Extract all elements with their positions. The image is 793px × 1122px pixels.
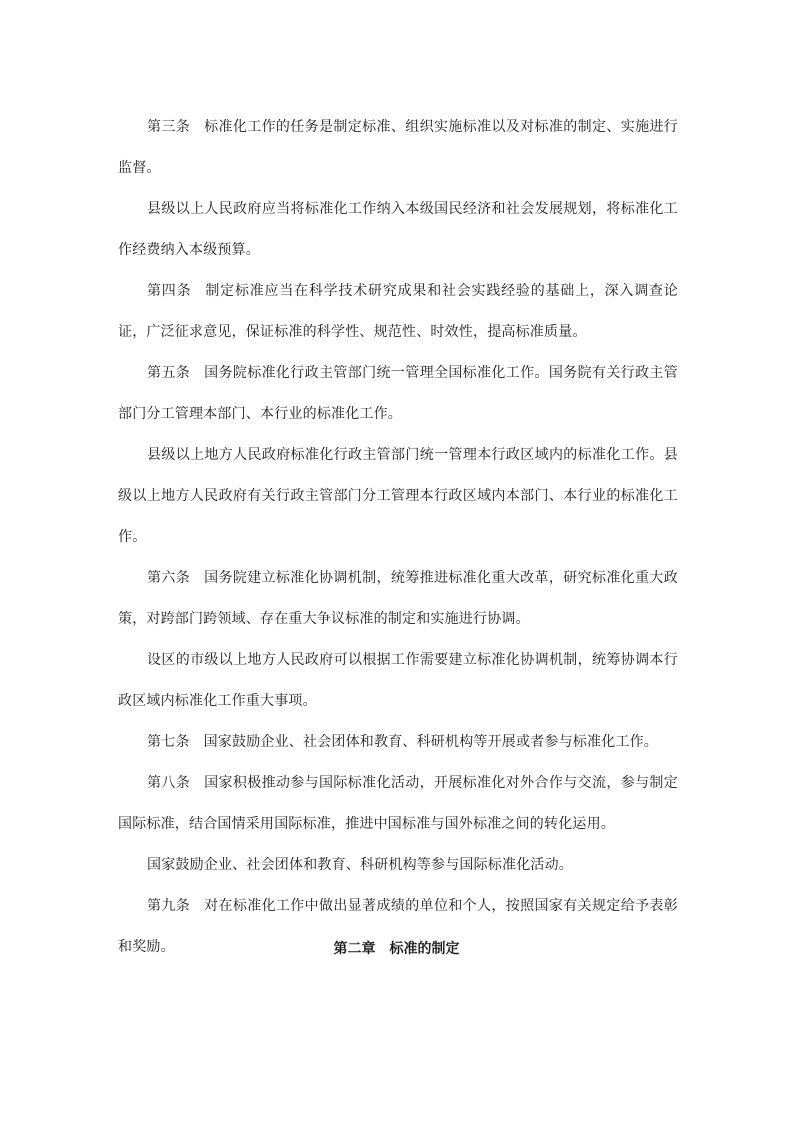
article-number: 第六条 [147, 570, 191, 586]
paragraph-text: 制定标准应当在科学技术研究成果和社会实践经验的基础上，深入调查论证，广泛征求意见，保证标准的科学性、规范性、时效性，提高标准质量。 [118, 283, 678, 340]
paragraph-article-7 [118, 722, 678, 763]
paragraph-article-5-clause-2 [118, 435, 678, 558]
article-number: 第八条 [147, 775, 191, 791]
paragraph-article-3-clause-2 [118, 189, 678, 271]
article-number: 第五条 [147, 365, 191, 381]
paragraph-text: 标准化工作的任务是制定标准、组织实施标准以及对标准的制定、实施进行监督。 [118, 119, 678, 176]
paragraph-text: 设区的市级以上地方人民政府可以根据工作需要建立标准化协调机制，统筹协调本行政区域内标准化工作重大事项。 [118, 652, 678, 709]
paragraph-article-8-clause-2 [118, 845, 678, 886]
article-number: 第三条 [147, 119, 191, 135]
paragraph-article-3 [118, 107, 678, 189]
paragraph-text: 国务院标准化行政主管部门统一管理全国标准化工作。国务院有关行政主管部门分工管理本部门、本行业的标准化工作。 [118, 365, 678, 422]
chapter-number: 第二章 [333, 941, 376, 957]
paragraph-text: 国家积极推动参与国际标准化活动，开展标准化对外合作与交流，参与制定国际标准，结合国情采用国际标准，推进中国标准与国外标准之间的转化运用。 [118, 775, 678, 832]
paragraph-article-5 [118, 353, 678, 435]
paragraph-article-4 [118, 271, 678, 353]
article-number: 第九条 [147, 898, 191, 914]
paragraph-article-6 [118, 558, 678, 640]
paragraph-text: 县级以上人民政府应当将标准化工作纳入本级国民经济和社会发展规划，将标准化工作经费纳入本级预算。 [118, 201, 678, 258]
document-body [118, 107, 678, 968]
chapter-title: 标准的制定 [389, 941, 460, 957]
article-number: 第七条 [147, 734, 190, 750]
paragraph-article-6-clause-2 [118, 640, 678, 722]
paragraph-article-8 [118, 763, 678, 845]
paragraph-text: 对在标准化工作中做出显著成绩的单位和个人，按照国家有关规定给予表彰和奖励。 [118, 898, 678, 955]
chapter-heading [0, 938, 793, 958]
paragraph-text: 国家鼓励企业、社会团体和教育、科研机构等参与国际标准化活动。 [147, 857, 573, 873]
paragraph-text: 县级以上地方人民政府标准化行政主管部门统一管理本行政区域内的标准化工作。县级以上地方人民政府有关行政主管部门分工管理本行政区域内本部门、本行业的标准化工作。 [118, 447, 678, 545]
article-number: 第四条 [147, 283, 192, 299]
paragraph-text: 国务院建立标准化协调机制，统筹推进标准化重大改革，研究标准化重大政策，对跨部门跨领域、存在重大争议标准的制定和实施进行协调。 [118, 570, 678, 627]
paragraph-text: 国家鼓励企业、社会团体和教育、科研机构等开展或者参与标准化工作。 [203, 734, 659, 750]
